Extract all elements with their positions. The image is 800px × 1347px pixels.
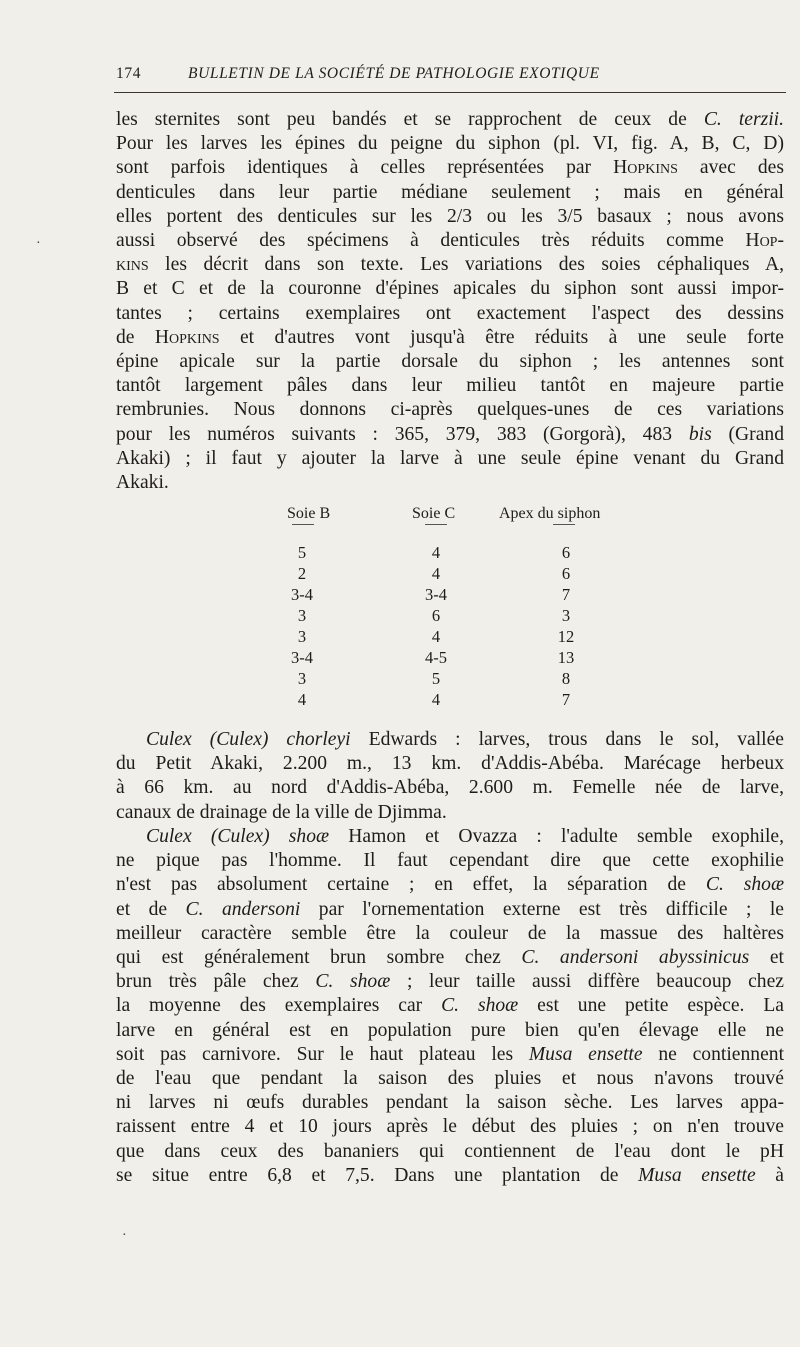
header-rule — [114, 92, 786, 93]
text-line: sont parfois identiques à celles représentées par Hopkins avec des — [116, 157, 784, 179]
paragraph-larval-variations — [116, 108, 784, 495]
author-name: Hopkins — [613, 157, 678, 179]
page-number: 174 — [116, 65, 142, 82]
text-line: n'est pas absolument certaine ; en effet, la séparation de C. shoæ — [116, 874, 785, 896]
text-line: B et C et de la couronne d'épines apicales du siphon sont aussi impor- — [116, 278, 784, 300]
table-header-soie-b: Soie B — [287, 505, 331, 522]
text-line: rembrunies. Nous donnons ci-après quelques-unes de ces variations — [116, 399, 784, 421]
text-line: ne pique pas l'homme. Il faut cependant dire que cette exophilie — [116, 850, 784, 872]
species-name: Culex (Culex) chorleyi — [146, 729, 351, 750]
margin-speck: · — [122, 1228, 127, 1243]
text-line: du Petit Akaki, 2.200 m., 13 km. d'Addis-Abéba. Marécage herbeux — [116, 753, 784, 775]
table-cell: 4 — [297, 690, 307, 709]
table-dash — [292, 524, 314, 525]
text-line: pour les numéros suivants : 365, 379, 383 (Gorgorà), 483 bis (Grand — [116, 423, 785, 445]
table-cell: 7 — [561, 585, 571, 604]
table-header-apex: Apex du siphon — [499, 505, 601, 522]
table-dash — [553, 524, 575, 525]
table-dash — [425, 524, 447, 525]
text-line: de l'eau que pendant la saison des pluies et nous n'avons trouvé — [116, 1068, 784, 1090]
text-line: raissent entre 4 et 10 jours après le début des pluies ; on n'en trouve — [116, 1116, 784, 1138]
text-line: la moyenne des exemplaires car C. shoæ est une petite espèce. La — [116, 995, 785, 1017]
table-cell: 4-5 — [425, 648, 447, 667]
table-cell: 3-4 — [291, 648, 313, 667]
text-line: épine apicale sur la partie dorsale du siphon ; les antennes sont — [116, 351, 784, 373]
text-line: de Hopkins et d'autres vont jusqu'à être réduits à une seule forte — [116, 326, 784, 348]
table-cell: 5 — [431, 669, 441, 688]
table-cell: 4 — [431, 543, 441, 562]
table-cell: 3 — [561, 606, 571, 625]
table-cell: 4 — [431, 690, 441, 709]
text-line: et de C. andersoni par l'ornementation externe est très difficile ; le — [116, 898, 784, 920]
table-header-soie-c: Soie C — [412, 505, 456, 522]
table-cell: 4 — [431, 627, 441, 646]
table-cell: 3-4 — [291, 585, 313, 604]
text-line: kins les décrit dans son texte. Les variations des soies céphaliques A, — [116, 254, 784, 276]
text-line: Pour les larves les épines du peigne du siphon (pl. VI, fig. A, B, C, D) — [116, 133, 784, 155]
text-line: ni larves ni œufs durables pendant la saison sèche. Les larves appa- — [116, 1092, 784, 1114]
text-line: aussi observé des spécimens à denticules très réduits comme Hop- — [116, 230, 784, 252]
table-cell: 7 — [561, 690, 571, 709]
table-cell: 3-4 — [425, 585, 447, 604]
text-line: brun très pâle chez C. shoæ ; leur taille aussi diffère beaucoup chez — [116, 971, 784, 993]
running-header — [116, 63, 784, 85]
table-cell: 6 — [561, 564, 571, 583]
text-line: soit pas carnivore. Sur le haut plateau les Musa ensette ne contiennent — [116, 1043, 785, 1065]
table-cell: 2 — [297, 564, 307, 583]
text-line: à 66 km. au nord d'Addis-Abéba, 2.600 m. Femelle née de larve, — [116, 777, 784, 799]
table-cell: 8 — [561, 669, 571, 688]
species-name: Culex (Culex) shoæ — [146, 826, 330, 847]
table-cell: 12 — [557, 627, 575, 646]
table-cell: 6 — [431, 606, 441, 625]
table-cell: 4 — [431, 564, 441, 583]
text-line: Akaki. — [116, 472, 169, 494]
text-line: tantes ; certains exemplaires ont exactement l'aspect des dessins — [116, 302, 784, 324]
text-line: canaux de drainage de la ville de Djimma. — [116, 801, 447, 823]
text-line: qui est généralement brun sombre chez C. andersoni abyssinicus et — [116, 947, 784, 969]
table-cell: 3 — [297, 669, 307, 688]
table-cell: 6 — [561, 543, 571, 562]
paragraph-culex-chorleyi — [116, 728, 784, 825]
text-line: se situe entre 6,8 et 7,5. Dans une plantation de Musa ensette à — [116, 1164, 784, 1186]
text-line: que dans ceux des bananiers qui contiennent de l'eau dont le pH — [116, 1140, 784, 1162]
text-line: tantôt largement pâles dans leur milieu tantôt en majeure partie — [116, 375, 784, 397]
text-line: elles portent des denticules sur les 2/3 ou les 3/5 basaux ; nous avons — [116, 205, 784, 227]
text-line: meilleur caractère semble être la couleur de la massue des haltères — [116, 922, 784, 944]
table-cell: 13 — [557, 648, 575, 667]
text-line: denticules dans leur partie médiane seulement ; mais en général — [116, 181, 784, 203]
table-cell: 5 — [297, 543, 307, 562]
paragraph-culex-shoae — [116, 825, 784, 1188]
table-cell: 3 — [297, 627, 307, 646]
journal-title: BULLETIN DE LA SOCIÉTÉ DE PATHOLOGIE EXOTIQUE — [188, 65, 600, 82]
text-line: larve en général est en population pure bien qu'en élevage elle ne — [116, 1019, 784, 1041]
variation-table — [116, 505, 784, 710]
text-line: les sternites sont peu bandés et se rapprochent de ceux de C. terzii. — [116, 109, 785, 130]
margin-speck: · — [36, 236, 41, 251]
text-line: Culex (Culex) chorleyi Edwards : larves, trous dans le sol, vallée — [146, 729, 785, 750]
text-line: Akaki) ; il faut y ajouter la larve à une seule épine venant du Grand — [116, 447, 784, 469]
text-line: Culex (Culex) shoæ Hamon et Ovazza : l'adulte semble exophile, — [146, 826, 784, 847]
table-cell: 3 — [297, 606, 307, 625]
